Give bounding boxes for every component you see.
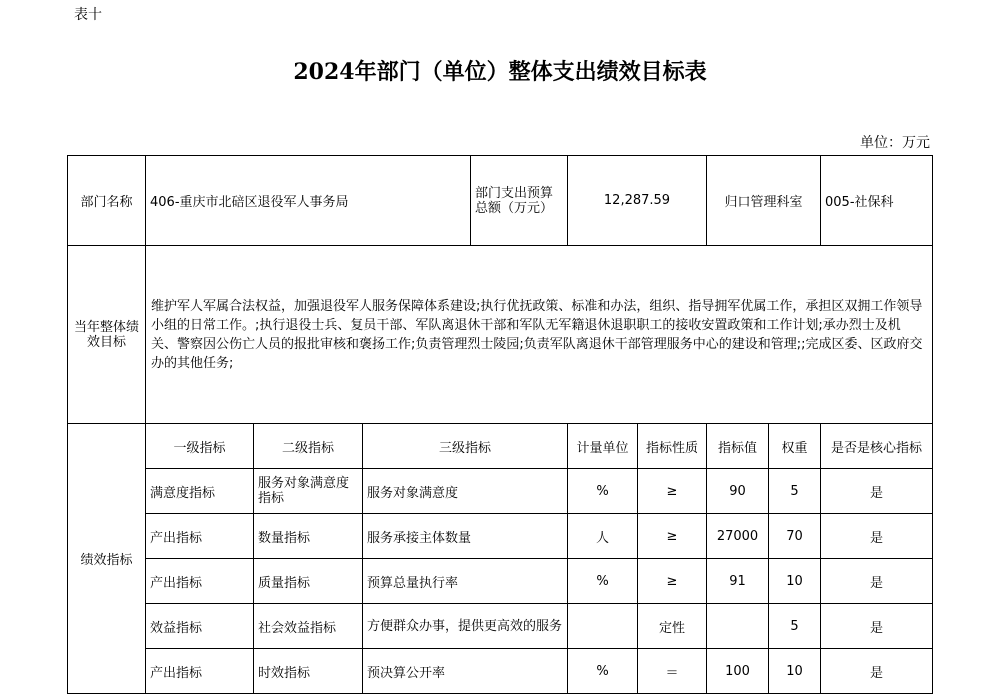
cell-value: 91 — [707, 559, 769, 604]
cell-value: 27000 — [707, 514, 769, 559]
header-nature: 指标性质 — [638, 424, 707, 469]
header-level3: 三级指标 — [363, 424, 568, 469]
header-core: 是否是核心指标 — [821, 424, 933, 469]
cell-core: 是 — [821, 469, 933, 514]
cell-level3: 服务承接主体数量 — [363, 514, 568, 559]
cell-nature: ≥ — [638, 559, 707, 604]
cell-level1: 产出指标 — [146, 514, 254, 559]
cell-weight: 10 — [769, 559, 821, 604]
dept-name-label: 部门名称 — [68, 156, 146, 246]
goal-row — [68, 246, 933, 424]
cell-level3: 预算总量执行率 — [363, 559, 568, 604]
cell-level1: 产出指标 — [146, 649, 254, 694]
cell-value — [707, 604, 769, 649]
cell-nature: ≥ — [638, 514, 707, 559]
cell-level3: 方便群众办事，提供更高效的服务 — [363, 604, 568, 649]
cell-level1: 产出指标 — [146, 559, 254, 604]
mgmt-dept-label: 归口管理科室 — [707, 156, 821, 246]
cell-unit — [568, 604, 638, 649]
cell-level1: 效益指标 — [146, 604, 254, 649]
goal-label: 当年整体绩效目标 — [68, 246, 146, 424]
page-title: 2024年部门（单位）整体支出绩效目标表 — [293, 59, 707, 85]
header-unit: 计量单位 — [568, 424, 638, 469]
dept-name-value: 406-重庆市北碚区退役军人事务局 — [146, 156, 471, 246]
table-row — [68, 604, 933, 649]
header-level1: 一级指标 — [146, 424, 254, 469]
cell-nature: 定性 — [638, 604, 707, 649]
budget-value: 12,287.59 — [568, 156, 707, 246]
cell-level2: 服务对象满意度指标 — [254, 469, 363, 514]
cell-level1: 满意度指标 — [146, 469, 254, 514]
cell-level2: 时效指标 — [254, 649, 363, 694]
table-row — [68, 649, 933, 694]
table-number-label: 表十 — [74, 7, 102, 23]
unit-label: 单位：万元 — [860, 135, 930, 151]
cell-core: 是 — [821, 559, 933, 604]
cell-weight: 5 — [769, 604, 821, 649]
mgmt-dept-value: 005-社保科 — [821, 156, 933, 246]
cell-unit: % — [568, 649, 638, 694]
goal-text: 维护军人军属合法权益，加强退役军人服务保障体系建设;执行优抚政策、标准和办法，组织、指导拥军优属工作，承担区双拥工作领导小组的日常工作。;执行退役士兵、复员干部、军队离退休干部和军队无军籍退休退职职工的接收安置政策和工作计划;承办烈士及机关、警察因公伤亡人员的报批审核和褒扬工作;负责管理烈士陵园;负责军队离退休干部管理服务中心的建设和管理;;完成区委、区政府交办的其他任务; — [146, 246, 933, 424]
budget-label: 部门支出预算总额（万元） — [471, 156, 568, 246]
cell-weight: 5 — [769, 469, 821, 514]
indicator-section-label: 绩效指标 — [68, 424, 146, 694]
performance-table — [67, 155, 933, 694]
header-level2: 二级指标 — [254, 424, 363, 469]
cell-value: 90 — [707, 469, 769, 514]
cell-unit: % — [568, 559, 638, 604]
cell-level3: 预决算公开率 — [363, 649, 568, 694]
dept-info-row — [68, 156, 933, 246]
table-row — [68, 514, 933, 559]
cell-weight: 70 — [769, 514, 821, 559]
cell-weight: 10 — [769, 649, 821, 694]
cell-core: 是 — [821, 604, 933, 649]
cell-level2: 质量指标 — [254, 559, 363, 604]
indicator-header-row — [68, 424, 933, 469]
cell-nature: ＝ — [638, 649, 707, 694]
cell-core: 是 — [821, 514, 933, 559]
table-row — [68, 559, 933, 604]
cell-nature: ≥ — [638, 469, 707, 514]
cell-value: 100 — [707, 649, 769, 694]
table-row — [68, 469, 933, 514]
cell-unit: 人 — [568, 514, 638, 559]
cell-core: 是 — [821, 649, 933, 694]
cell-level2: 数量指标 — [254, 514, 363, 559]
cell-level3: 服务对象满意度 — [363, 469, 568, 514]
header-value: 指标值 — [707, 424, 769, 469]
cell-unit: % — [568, 469, 638, 514]
cell-level2: 社会效益指标 — [254, 604, 363, 649]
header-weight: 权重 — [769, 424, 821, 469]
